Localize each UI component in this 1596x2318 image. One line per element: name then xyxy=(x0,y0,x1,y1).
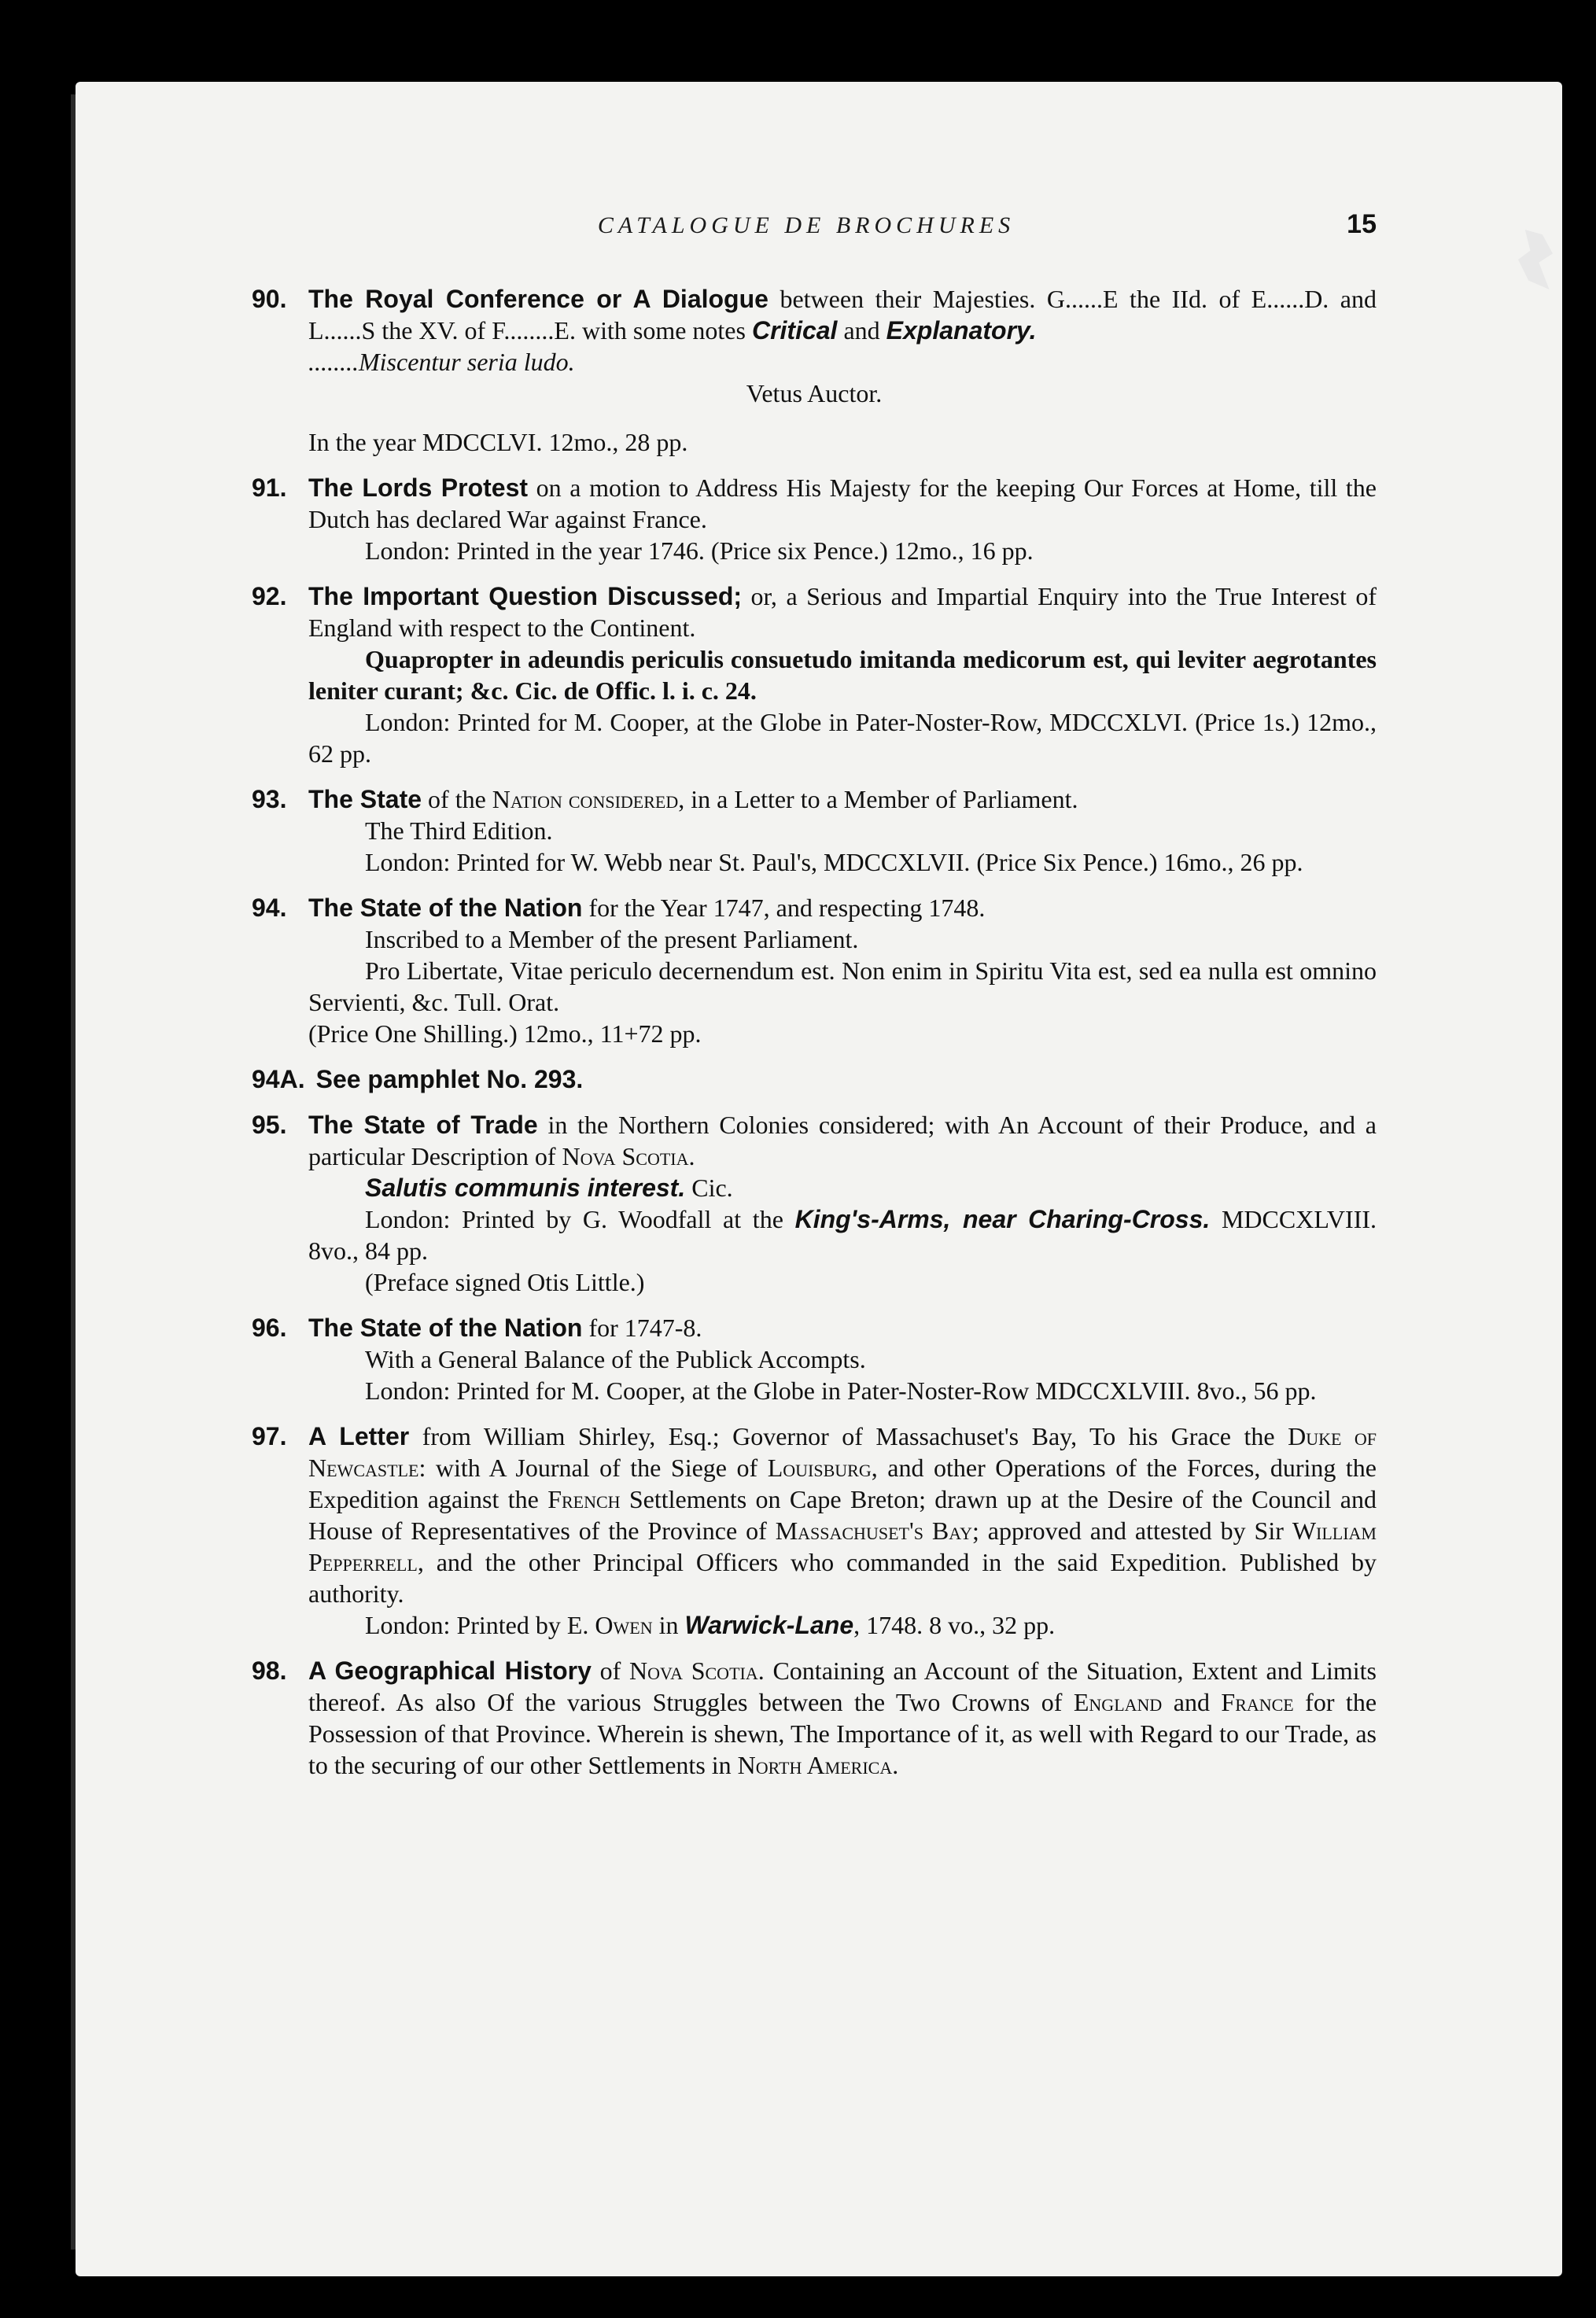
entry-body: : with A Journal of the Siege of xyxy=(418,1454,768,1482)
entry-title: The State of the Nation xyxy=(308,894,583,922)
entry-body: between their Majesties. G......E the IId. of E......D. and L......S the XV. of F........E. with some notes xyxy=(308,285,1377,345)
entry-body-smallcaps: Nova Scotia xyxy=(562,1142,689,1170)
entry-body: from William Shirley, Esq.; Governor of Massachuset's Bay, To his Grace the xyxy=(409,1422,1288,1450)
entry-title: A Geographical History xyxy=(308,1657,592,1685)
entry-imprint: London: Printed for W. Webb near St. Paul's, MDCCXLVII. (Price Six Pence.) 16mo., 26 pp. xyxy=(365,848,1303,876)
entry-90 xyxy=(252,283,1377,458)
entry-imprint-text: , 1748. 8 vo., 32 pp. xyxy=(853,1611,1056,1639)
entry-body: in the Northern Colonies considered; with An Account of their Produce, and a particular Description of xyxy=(308,1111,1377,1170)
entry-98 xyxy=(252,1655,1377,1781)
entry-imprint-italic: King's-Arms, near Charing-Cross. xyxy=(794,1205,1211,1233)
entry-body: . xyxy=(688,1142,695,1170)
entry-body: and xyxy=(1162,1688,1222,1716)
page-number: 15 xyxy=(1347,209,1377,239)
entry-body-smallcaps: North America xyxy=(737,1751,893,1779)
entry-imprint: London: Printed for M. Cooper, at the Globe in Pater-Noster-Row, MDCCXLVI. (Price 1s.) 12mo., 62 pp. xyxy=(308,708,1377,768)
entry-number: 97. xyxy=(252,1422,287,1450)
entry-text xyxy=(252,1655,1377,1781)
entry-body-smallcaps: Duke of Newcastle xyxy=(308,1422,1377,1482)
entry-motto: Pro Libertate, Vitae periculo decernendum est. Non enim in Spiritu Vita est, sed ea nulla est omnino Servienti, &c. Tull. Orat. xyxy=(308,956,1377,1016)
entry-text xyxy=(252,1109,1377,1172)
entry-title: The Royal Conference or A Dialogue xyxy=(308,285,769,313)
entry-body: ; approved and attested by Sir xyxy=(971,1516,1292,1545)
entry-imprint: London: Printed in the year 1746. (Price six Pence.) 12mo., 16 pp. xyxy=(365,536,1034,565)
entry-body-italic: Critical xyxy=(751,316,838,345)
entry-number: 92. xyxy=(252,582,287,610)
entry-body-smallcaps: William Pepperrell xyxy=(308,1516,1377,1576)
entry-93 xyxy=(252,783,1377,878)
entry-imprint-text: in xyxy=(652,1611,685,1639)
entry-imprint-text: London: Printed by E. xyxy=(365,1611,595,1639)
entry-edition: The Third Edition. xyxy=(365,816,553,845)
entry-number: 98. xyxy=(252,1657,287,1685)
entry-title: The State of Trade xyxy=(308,1111,538,1139)
entry-body-italic: Explanatory. xyxy=(886,316,1037,345)
entry-imprint: (Price One Shilling.) 12mo., 11+72 pp. xyxy=(308,1019,702,1048)
entry-text xyxy=(252,783,1377,815)
entry-inscribed: Inscribed to a Member of the present Parliament. xyxy=(365,925,859,953)
entry-91 xyxy=(252,472,1377,566)
entry-number: 90. xyxy=(252,285,287,313)
entry-body-smallcaps: Massachuset's Bay xyxy=(775,1516,972,1545)
entry-body: of the xyxy=(422,785,492,813)
entry-text xyxy=(252,1063,1377,1095)
entry-imprint: London: Printed for M. Cooper, at the Globe in Pater-Noster-Row MDCCXLVIII. 8vo., 56 pp. xyxy=(365,1376,1317,1405)
entry-94 xyxy=(252,892,1377,1049)
entry-text xyxy=(252,283,1377,346)
entry-number: 95. xyxy=(252,1111,287,1139)
entry-body: , and other Operations of the Forces, during the Expedition against the xyxy=(308,1454,1377,1513)
entry-imprint-text: London: Printed by G. Woodfall at the xyxy=(365,1205,795,1233)
entry-title: The State of the Nation xyxy=(308,1314,583,1342)
entry-imprint xyxy=(252,1203,1377,1266)
entry-text xyxy=(252,472,1377,535)
entry-92 xyxy=(252,580,1377,769)
entry-motto-italic: Salutis communis interest. xyxy=(365,1174,686,1202)
entry-94a xyxy=(252,1063,1377,1095)
running-title: CATALOGUE DE BROCHURES xyxy=(597,212,1015,238)
entry-body: of xyxy=(591,1657,630,1685)
entry-96 xyxy=(252,1312,1377,1406)
entry-body: , in a Letter to a Member of Parliament. xyxy=(678,785,1078,813)
entry-body: for the Possession of that Province. Wherein is shewn, The Importance of it, as well with Regard to our Trade, as to the securing of our other Settlements in xyxy=(308,1688,1377,1779)
entry-title: The Important Question Discussed; xyxy=(308,582,743,610)
entry-motto-tail: Cic. xyxy=(685,1174,733,1202)
entry-95 xyxy=(252,1109,1377,1298)
entry-text xyxy=(252,1312,1377,1343)
entry-title: The State xyxy=(308,785,422,813)
entry-motto: Quapropter in adeundis periculis consuetudo imitanda medicorum est, qui leviter aegrotantes leniter curant; &c. Cic. de Offic. l. i. c. 24. xyxy=(308,645,1377,705)
entry-subtitle: With a General Balance of the Publick Accompts. xyxy=(365,1345,866,1373)
entry-body-smallcaps: England xyxy=(1073,1688,1163,1716)
entry-body-smallcaps: Louisburg xyxy=(767,1454,872,1482)
entry-number: 93. xyxy=(252,785,287,813)
entry-title: A Letter xyxy=(308,1422,410,1450)
entry-imprint-text: MDCCXLVIII. 8vo., 84 pp. xyxy=(308,1205,1377,1265)
entry-imprint-smallcaps: Owen xyxy=(595,1611,653,1639)
entry-body: on a motion to Address His Majesty for the keeping Our Forces at Home, till the Dutch has declared War against France. xyxy=(308,474,1377,533)
entry-body-smallcaps: Nation considered xyxy=(492,785,679,813)
entry-body: . Containing an Account of the Situation, Extent and Limits thereof. As also Of the various Struggles between the Two Crowns of xyxy=(308,1657,1377,1716)
entry-body: and xyxy=(837,316,886,345)
entry-body-smallcaps: France xyxy=(1221,1688,1294,1716)
entry-title: See pamphlet No. 293. xyxy=(315,1065,584,1093)
entry-number: 96. xyxy=(252,1314,287,1342)
entry-text xyxy=(252,892,1377,923)
entry-motto: ........Miscentur seria ludo. xyxy=(308,348,575,376)
entry-motto xyxy=(252,1172,1377,1203)
entry-title: The Lords Protest xyxy=(308,474,529,502)
entry-97 xyxy=(252,1421,1377,1641)
entry-number: 91. xyxy=(252,474,287,502)
entry-body: . xyxy=(892,1751,899,1779)
entry-imprint-italic: Warwick-Lane xyxy=(684,1611,854,1639)
entry-text xyxy=(252,1421,1377,1609)
entry-body: for the Year 1747, and respecting 1748. xyxy=(582,894,986,922)
entry-note: (Preface signed Otis Little.) xyxy=(365,1268,645,1296)
page-header xyxy=(236,209,1377,244)
entry-body: or, a Serious and Impartial Enquiry into the True Interest of England with respect to the Continent. xyxy=(308,582,1377,642)
catalogue-entries xyxy=(252,283,1377,1795)
entry-body: for 1747-8. xyxy=(582,1314,702,1342)
entry-number: 94A. xyxy=(252,1065,305,1093)
entry-attribution: Vetus Auctor. xyxy=(746,379,883,407)
entry-body: , and the other Principal Officers who commanded in the said Expedition. Published by authority. xyxy=(308,1548,1377,1608)
entry-body-smallcaps: Nova Scotia xyxy=(629,1657,758,1685)
entry-imprint xyxy=(252,1609,1377,1641)
entry-text xyxy=(252,580,1377,643)
entry-body: Settlements on Cape Breton; drawn up at the Desire of the Council and House of Representatives of the Province of xyxy=(308,1485,1377,1545)
entry-number: 94. xyxy=(252,894,287,922)
entry-imprint: In the year MDCCLVI. 12mo., 28 pp. xyxy=(308,428,688,456)
entry-body-smallcaps: French xyxy=(547,1485,621,1513)
